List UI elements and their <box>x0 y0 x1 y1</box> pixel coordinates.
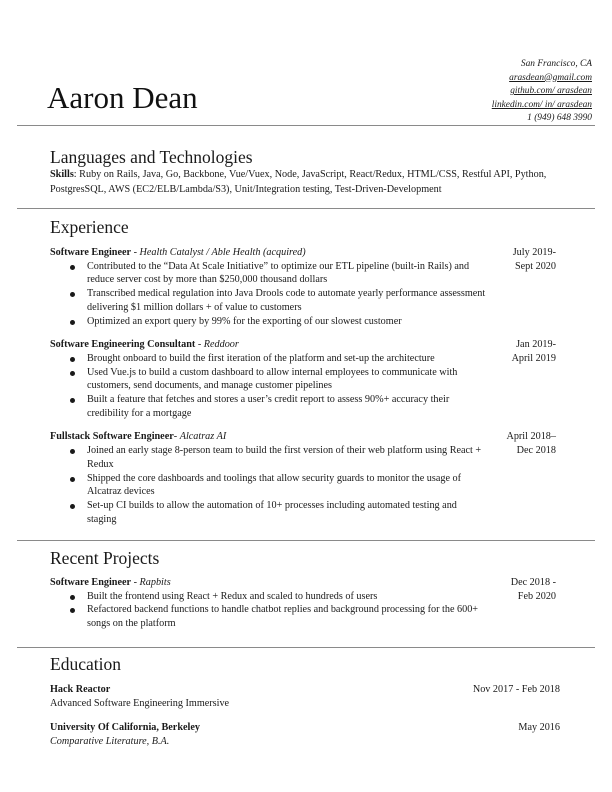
school-detail: Comparative Literature, B.A. <box>50 736 170 748</box>
separator: - <box>131 247 140 258</box>
job-company: Alcatraz AI <box>179 431 227 443</box>
job-bullets <box>50 352 556 421</box>
job-dates: April 2018– Dec 2018 <box>506 431 556 457</box>
job-dates: Jan 2019- April 2019 <box>511 339 556 364</box>
education-entry <box>50 721 560 748</box>
separator: - <box>131 577 140 588</box>
bullet-item: Built a feature that fetches and stores a user’s credit report to assess 90%+ accuracy their credibility for a mortgage <box>50 393 487 420</box>
school-dates: Nov 2017 - Feb 2018 <box>472 684 560 695</box>
skills-list: : Ruby on Rails, Java, Go, Backbone, Vue/Vuex, Node, JavaScript, React/Redux, HTML/CSS, Restful API, Python, PostgresSQL, AWS (EC2/ELB/Lambda/S3), Unit/Integration testing, Test-Driven-Development <box>50 169 547 195</box>
section-heading-languages: Languages and Technologies <box>50 147 253 167</box>
job-bullets <box>50 590 556 631</box>
experience-list <box>50 246 556 526</box>
job-entry <box>50 430 556 526</box>
school-name: University Of California, Berkeley <box>50 722 200 734</box>
bullet-item: Built the frontend using React + Redux and scaled to hundreds of users <box>50 590 487 604</box>
bullet-item: Brought onboard to build the first iteration of the platform and set-up the architecture <box>50 352 487 366</box>
separator: - <box>195 339 204 351</box>
job-role: Software Engineer <box>50 577 132 588</box>
phone: 1 (949) 648 3990 <box>527 113 592 124</box>
job-dates: July 2019- Sept 2020 <box>512 247 556 272</box>
bullet-item: Shipped the core dashboards and toolings that allow security guards to monitor the usage of Alcatraz devices <box>50 472 487 499</box>
bullet-item: Refactored backend functions to handle chatbot replies and background processing for the 600+ songs on the platform <box>50 603 487 630</box>
school-dates: May 2016 <box>518 722 560 734</box>
job-company: Reddoor <box>203 339 239 351</box>
bullet-item: Contributed to the “Data At Scale Initiative” to optimize our ETL pipeline (built-in Rails) and reduce server cost by more than $250,000 thousand dollars <box>50 260 487 287</box>
separator: - <box>173 431 180 443</box>
github-link[interactable]: github.com/ arasdean <box>510 86 592 97</box>
linkedin-link[interactable]: linkedin.com/ in/ arasdean <box>491 99 592 110</box>
bullet-item: Joined an early stage 8-person team to build the first version of their web platform using React + Redux <box>50 444 487 471</box>
job-role: Software Engineering Consultant <box>50 339 196 351</box>
bullet-item: Transcribed medical regulation into Java Drools code to automate yearly performance assessment delivering $1 million dollars + of value to customers <box>50 287 487 314</box>
job-title-line <box>50 338 556 352</box>
location: San Francisco, CA <box>520 59 592 69</box>
job-title-line <box>50 246 556 260</box>
job-entry <box>50 338 556 420</box>
divider <box>17 540 595 541</box>
skills-label: Skills <box>50 169 74 180</box>
job-entry <box>50 246 556 328</box>
job-company: Health Catalyst / Able Health (acquired) <box>139 247 306 258</box>
projects-list <box>50 576 556 631</box>
job-company: Rapbits <box>139 577 171 588</box>
education-list <box>50 683 560 749</box>
candidate-name: Aaron Dean <box>47 80 198 115</box>
bullet-item: Set-up CI builds to allow the automation of 10+ processes including automated testing and staging <box>50 499 487 526</box>
section-heading-projects: Recent Projects <box>50 548 160 568</box>
skills-text <box>50 168 590 197</box>
email-link[interactable]: arasdean@gmail.com <box>509 72 592 83</box>
job-role: Software Engineer <box>50 247 132 258</box>
job-dates: Dec 2018 - Feb 2020 <box>510 577 556 602</box>
bullet-item: Optimized an export query by 99% for the exporting of our slowest customer <box>50 315 487 329</box>
job-entry <box>50 576 556 631</box>
divider <box>17 208 595 209</box>
job-role: Fullstack Software Engineer <box>50 431 174 443</box>
job-bullets <box>50 260 556 329</box>
divider <box>17 647 595 648</box>
job-title-line <box>50 430 556 444</box>
education-entry <box>50 683 560 710</box>
school-name: Hack Reactor <box>50 684 111 695</box>
school-detail: Advanced Software Engineering Immersive <box>50 697 230 709</box>
divider <box>17 125 595 126</box>
section-heading-experience: Experience <box>50 217 129 237</box>
section-heading-education: Education <box>50 654 121 674</box>
job-bullets <box>50 444 556 526</box>
job-title-line <box>50 576 556 590</box>
bullet-item: Used Vue.js to build a custom dashboard to allow internal employees to communicate with customers, send documents, and manage customer pipelines <box>50 366 487 393</box>
contact-info <box>492 58 592 126</box>
